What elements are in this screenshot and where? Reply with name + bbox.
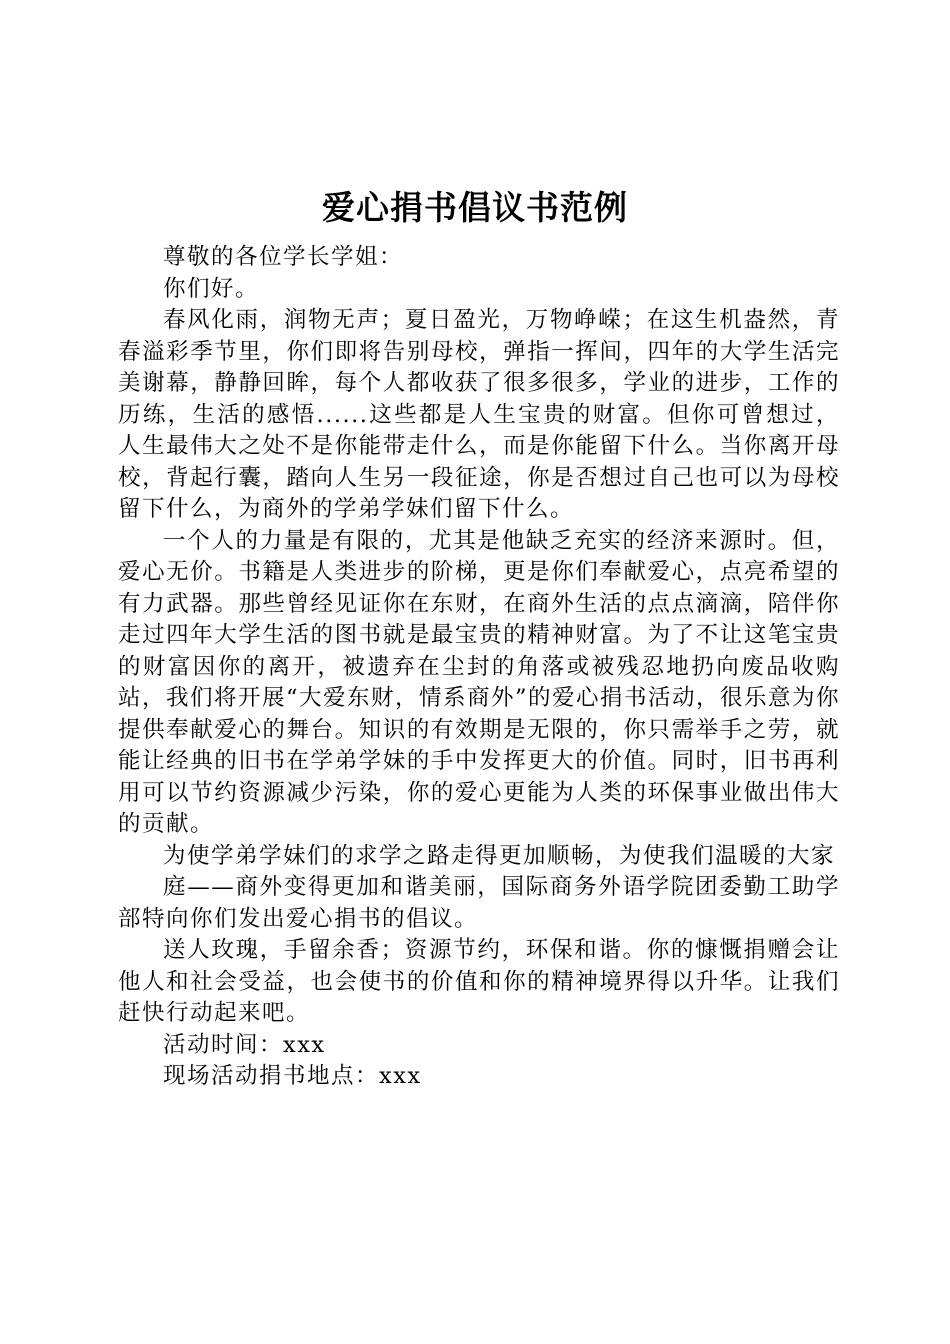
activity-time: 活动时间：xxx <box>163 1031 326 1058</box>
paragraph-spring: 春风化雨，润物无声；夏日盈光，万物峥嵘；在这生机盎然，青春溢彩季节里，你们即将告别母校，弹指一挥间，四年的大学生活完美谢幕，静静回眸，每个人都收获了很多很多，学业的进步，工作的历练，生活的感悟......这些都是人生宝贵的财富。但你可曾想过，人生最伟大之处不是你能带走什么，而是你能留下什么。当你离开母校，背起行囊，踏向人生另一段征途，你是否想过自己也可以为母校留下什么，为商外的学弟学妹们留下什么。 <box>118 307 840 522</box>
salutation: 尊敬的各位学长学姐： <box>163 244 404 270</box>
paragraph-roses: 送人玫瑰，手留余香；资源节约，环保和谐。你的慷慨捐赠会让他人和社会受益，也会使书的价值和你的精神境界得以升华。让我们赶快行动起来吧。 <box>118 937 840 1026</box>
paragraph-power: 一个人的力量是有限的，尤其是他缺乏充实的经济来源时。但，爱心无价。书籍是人类进步的阶梯，更是你们奉献爱心，点亮希望的有力武器。那些曾经见证你在东财，在商外生活的点点滴滴，陪伴你走过四年大学生活的图书就是最宝贵的精神财富。为了不让这笔宝贵的财富因你的离开，被遗弃在尘封的角落或被残忍地扔向废品收购站，我们将开展“大爱东财，情系商外”的爱心捐书活动，很乐意为你提供奉献爱心的舞台。知识的有效期是无限的，你只需举手之劳，就能让经典的旧书在学弟学妹的手中发挥更大的价值。同时，旧书再利用可以节约资源减少污染，你的爱心更能为人类的环保事业做出伟大的贡献。 <box>118 527 841 837</box>
activity-location: 现场活动捐书地点：xxx <box>163 1063 422 1089</box>
paragraph-path: 为使学弟学妹们的求学之路走得更加顺畅，为使我们温暖的大家 <box>163 842 836 869</box>
document-body <box>118 242 840 1093</box>
document-title: 爱心捐书倡议书范例 <box>322 188 628 227</box>
greeting: 你们好。 <box>163 275 260 302</box>
paragraph-family: 庭——商外变得更加和谐美丽，国际商务外语学院团委勤工助学部特向你们发出爱心捐书的倡议。 <box>118 874 840 932</box>
